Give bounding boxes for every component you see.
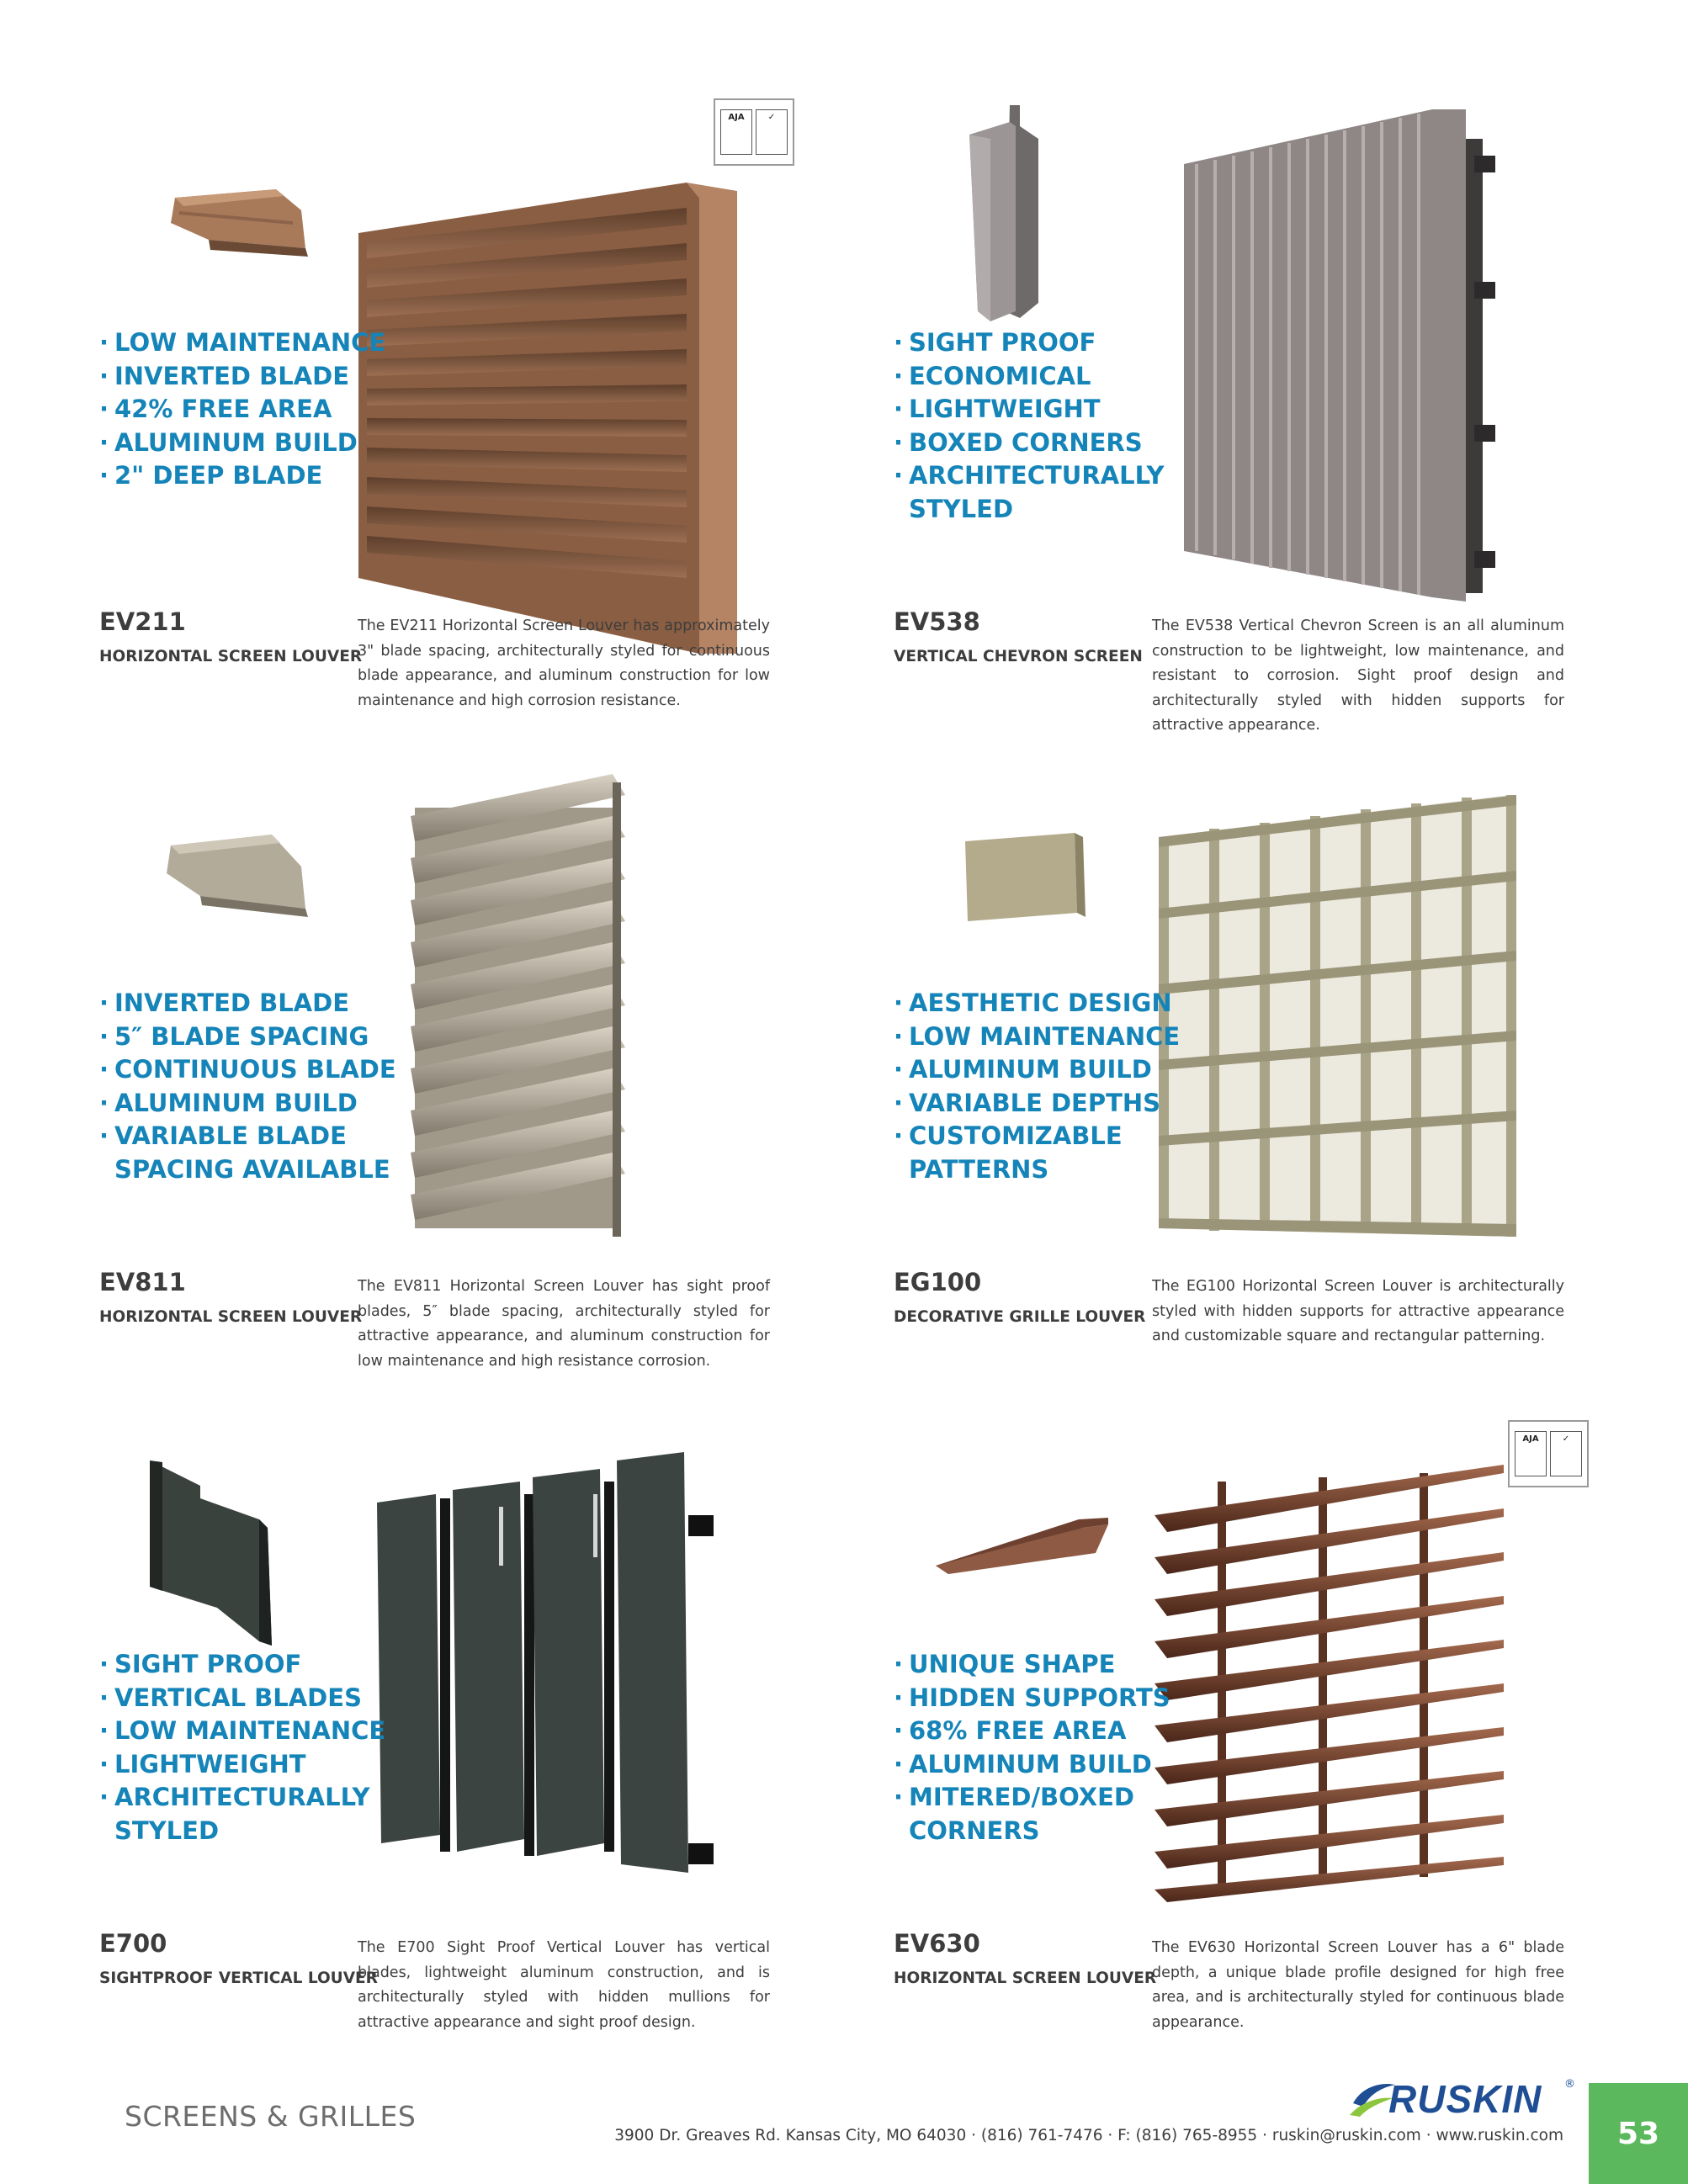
ruskin-logo <box>1346 2077 1575 2121</box>
feature-item: · INVERTED BLADE <box>99 360 385 394</box>
ev811-code: EV811 <box>99 1268 186 1296</box>
product-eg100 <box>894 749 1688 1409</box>
ev811-feature-list <box>99 987 396 1186</box>
product-ev211 <box>99 88 899 749</box>
e700-subtitle: SIGHTPROOF VERTICAL LOUVER <box>99 1969 378 1987</box>
ev811-blade-profile-image <box>150 824 369 934</box>
e700-louver-image <box>373 1448 726 1894</box>
brand-name: RUSKIN <box>1388 2077 1542 2121</box>
e700-blade-profile-image <box>141 1452 335 1654</box>
e700-feature-list <box>99 1648 385 1847</box>
feature-item: · ALUMINUM BUILD <box>894 1748 1170 1782</box>
feature-item: SPACING AVAILABLE <box>114 1154 390 1184</box>
eg100-grille-image <box>1155 791 1525 1245</box>
page-number: 53 <box>1589 2083 1688 2184</box>
ukas-check-icon: ✓ <box>756 109 788 155</box>
feature-item: · VARIABLE DEPTHS <box>894 1087 1180 1121</box>
feature-item: · ARCHITECTURALLY <box>894 459 1165 493</box>
ev630-code: EV630 <box>894 1929 980 1958</box>
e700-code: E700 <box>99 1929 167 1958</box>
feature-item: STYLED <box>114 1816 220 1845</box>
ev811-louver-image <box>402 774 655 1245</box>
ev538-screen-image <box>1180 105 1533 602</box>
ev811-description: The EV811 Horizontal Screen Louver has sight proof blades, 5″ blade spacing, architecturally styled for attractive appearance, and aluminum construction for low maintenance and high resistance corrosion. <box>358 1278 770 1370</box>
feature-item: · 5″ BLADE SPACING <box>99 1020 396 1054</box>
feature-item: CORNERS <box>909 1816 1040 1845</box>
ukas-check-icon: ✓ <box>1550 1431 1582 1476</box>
product-ev630 <box>894 1410 1688 2070</box>
feature-item: · 68% FREE AREA <box>894 1715 1170 1748</box>
feature-item: · AESTHETIC DESIGN <box>894 987 1180 1020</box>
product-e700 <box>99 1410 899 2070</box>
feature-item: · 2" DEEP BLADE <box>99 459 385 493</box>
feature-item: · LIGHTWEIGHT <box>99 1748 385 1782</box>
feature-item: · INVERTED BLADE <box>99 987 396 1020</box>
eg100-code: EG100 <box>894 1268 982 1296</box>
eg100-subtitle: DECORATIVE GRILLE LOUVER <box>894 1308 1146 1326</box>
ev211-blade-profile-image <box>158 172 377 273</box>
feature-item: STYLED <box>909 494 1014 523</box>
ev211-louver-image <box>354 183 741 654</box>
certification-badge <box>714 98 794 166</box>
ev538-code: EV538 <box>894 607 980 636</box>
section-title: SCREENS & GRILLES <box>125 2100 417 2133</box>
ev538-blade-profile-image <box>944 101 1062 328</box>
product-ev811 <box>99 749 899 1409</box>
feature-item: · HIDDEN SUPPORTS <box>894 1682 1170 1715</box>
feature-item: · LIGHTWEIGHT <box>894 393 1165 427</box>
eg100-blade-profile-image <box>961 829 1087 930</box>
eg100-description: The EG100 Horizontal Screen Louver is architecturally styled with hidden supports for attractive appearance and customizable square and rectangular patterning. <box>1152 1278 1564 1344</box>
feature-item: · LOW MAINTENANCE <box>99 326 385 360</box>
e700-description: The E700 Sight Proof Vertical Louver has vertical blades, lightweight aluminum construction, and is architecturally styled with hidden mullions for attractive appearance and sight proof design. <box>358 1939 770 2031</box>
feature-item: · ARCHITECTURALLY <box>99 1781 385 1815</box>
ev211-description: The EV211 Horizontal Screen Louver has approximately 3" blade spacing, architecturally styled for continuous blade appearance, and aluminum construction for low maintenance and high corrosion resistance. <box>358 618 770 709</box>
aja-seal-icon: AJA <box>1515 1431 1547 1476</box>
aja-seal-icon: AJA <box>720 109 752 155</box>
feature-item: · SIGHT PROOF <box>99 1648 385 1682</box>
product-ev538 <box>894 88 1688 749</box>
feature-item: · UNIQUE SHAPE <box>894 1648 1170 1682</box>
feature-item: · ECONOMICAL <box>894 360 1165 394</box>
ev538-feature-list <box>894 326 1165 526</box>
feature-item: · CUSTOMIZABLE <box>894 1120 1180 1153</box>
feature-item: · LOW MAINTENANCE <box>894 1020 1180 1054</box>
ev211-feature-list <box>99 326 385 493</box>
ev811-subtitle: HORIZONTAL SCREEN LOUVER <box>99 1308 363 1326</box>
feature-item: · LOW MAINTENANCE <box>99 1715 385 1748</box>
feature-item: · 42% FREE AREA <box>99 393 385 427</box>
feature-item: · SIGHT PROOF <box>894 326 1165 360</box>
ev211-subtitle: HORIZONTAL SCREEN LOUVER <box>99 648 363 665</box>
feature-item: · ALUMINUM BUILD <box>99 1087 396 1121</box>
feature-item: · BOXED CORNERS <box>894 427 1165 460</box>
eg100-feature-list <box>894 987 1180 1186</box>
ev630-description: The EV630 Horizontal Screen Louver has a 6" blade depth, a unique blade profile designed for high free area, and is architecturally styled for continuous blade appearance. <box>1152 1939 1564 2031</box>
ev630-subtitle: HORIZONTAL SCREEN LOUVER <box>894 1969 1157 1987</box>
feature-item: · VARIABLE BLADE <box>99 1120 396 1153</box>
contact-info: 3900 Dr. Greaves Rd. Kansas City, MO 64030 · (816) 761-7476 · F: (816) 765-8955 · ruskin@ruskin.com · www.ruskin.com <box>614 2127 1563 2144</box>
registered-mark: ® <box>1564 2078 1575 2091</box>
ev630-blade-profile-image <box>927 1503 1129 1587</box>
ev538-subtitle: VERTICAL CHEVRON SCREEN <box>894 648 1143 665</box>
feature-item: · ALUMINUM BUILD <box>99 427 385 460</box>
feature-item: · MITERED/BOXED <box>894 1781 1170 1815</box>
ev630-louver-image <box>1150 1465 1512 1902</box>
ev630-feature-list <box>894 1648 1170 1847</box>
ev211-code: EV211 <box>99 607 186 636</box>
feature-item: · VERTICAL BLADES <box>99 1682 385 1715</box>
feature-item: · ALUMINUM BUILD <box>894 1053 1180 1087</box>
feature-item: PATTERNS <box>909 1154 1049 1184</box>
feature-item: · CONTINUOUS BLADE <box>99 1053 396 1087</box>
ev538-description: The EV538 Vertical Chevron Screen is an all aluminum construction to be lightweight, low maintenance, and resistant to corrosion. Sight proof design and architecturally styled with hidden supports for attractive appearance. <box>1152 618 1564 734</box>
certification-badge <box>1508 1420 1589 1487</box>
